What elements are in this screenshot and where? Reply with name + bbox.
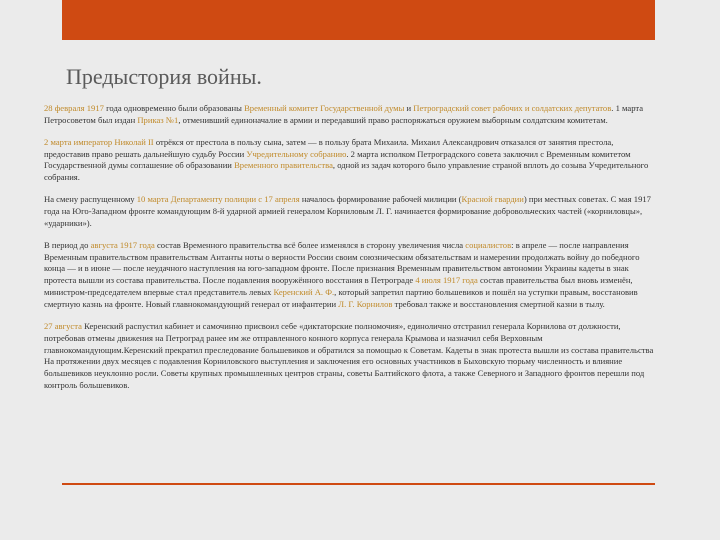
text-run: состав Временного правительства всё более изменялся в сторону увеличения числа: [154, 239, 466, 250]
top-accent-band: [62, 0, 655, 40]
text-link[interactable]: Керенский А. Ф.: [273, 287, 335, 298]
text-run: В период до: [44, 239, 91, 250]
text-link[interactable]: 4 июля 1917 года: [415, 275, 478, 286]
text-link[interactable]: 2 марта император Николай II: [44, 136, 154, 147]
text-link[interactable]: Временный комитет Государственной думы: [244, 103, 405, 113]
text-run: . 1 марта Петросоветом был издан: [44, 103, 644, 125]
text-run: Керенский распустил кабинет и самочинно присвоил себе «диктаторские полномочия», единолично отстранил генерала Корнилова от должности, потребовав отмены движения на Петроград ранее им же отправленного конного корпуса генерала Крымова и назначил себя Верховным главнокомандующим.Керенский прекратил преследование большевиков и обратился за помощью к Советам. Кадеты в знак протеста вышли из состава правительства: [44, 320, 654, 355]
paragraph: [44, 194, 656, 230]
text-run: , отменивший единоначалие в армии и передавший право распоряжаться оружием выборным солдатским комитетам.: [178, 114, 608, 125]
text-run: ) при местных советах. С мая 1917 года на Юго-Западном фронте командующим 8-й ударной армией генералом Корниловым Л. Г. начинается формирование добровольческих частей («корниловцы», «ударники»).: [44, 194, 651, 228]
text-run: началось формирование рабочей милиции (: [299, 194, 462, 205]
text-link[interactable]: 10 марта Департаменту полиции с 17 апреля: [136, 194, 300, 205]
paragraph: [44, 321, 656, 357]
text-link[interactable]: августа 1917 года: [90, 239, 155, 250]
text-run: , одной из задач которого было управление страной вплоть до созыва Учредительного собрания.: [44, 160, 649, 183]
text-run: и: [404, 103, 414, 113]
text-link[interactable]: социалистов: [465, 239, 512, 250]
text-link[interactable]: Приказ №1: [137, 114, 179, 125]
slide-title: Предыстория войны.: [66, 64, 262, 89]
text-run: отрёкся от престола в пользу сына, затем — в пользу брата Михаила. Михаил Александрович отказался от занятия престола, предоставив право решать дальнейшую судьбу России: [44, 136, 614, 159]
bottom-accent-rule: [62, 483, 655, 485]
text-link[interactable]: Красной гвардии: [461, 194, 524, 205]
text-link[interactable]: Петроградский совет рабочих и солдатских депутатов: [413, 103, 612, 113]
paragraph: [44, 103, 656, 127]
text-run: На протяжении двух месяцев с подавления Корниловского выступления и заключения его основных участников в Быховскую тюрьму численность и влияние большевиков неуклонно росли. Советы крупных промышленных центров страны, советы Балтийского флота, а также Северного и Западного фронтов перешли под контроль большевиков.: [44, 356, 645, 391]
slide-body: [44, 103, 656, 402]
text-run: , который запретил партию большевиков и пошёл на уступки правым, восстановив смертную казнь на фронте. Новый главнокомандующий генерал от инфантерии: [44, 287, 638, 310]
text-run: состав правительства был вновь изменён, министром-председателем впервые стал представитель левых: [44, 275, 633, 298]
paragraph: [44, 356, 656, 392]
text-run: На смену распущенному: [44, 194, 137, 205]
text-link[interactable]: 28 февраля 1917: [44, 103, 104, 113]
paragraph: [44, 240, 656, 311]
text-link[interactable]: Учредительному собранию: [246, 148, 347, 159]
text-link[interactable]: Л. Г. Корнилов: [338, 299, 393, 310]
text-run: . 2 марта исполком Петроградского совета заключил с Временным комитетом Государственной думы соглашение об образовании: [44, 148, 631, 171]
text-run: : в апреле — после направления Временным правительством правительствам Антанты ноты о верности России своим союзническим обязательствам и намерении продолжать войну до победного конца — и в июне — после неудачного наступления на юго-западном фронте. После признания Временным правительством автономии Украины кадеты в знак протеста вышли из состава правительства. После подавления вооружённого восстания в Петрограде: [44, 239, 640, 286]
text-link[interactable]: Временного правительства: [234, 160, 333, 171]
text-link[interactable]: 27 августа: [44, 320, 82, 331]
text-run: требовал также и восстановления смертной казни в тылу.: [392, 299, 605, 310]
text-run: года одновременно были образованы: [103, 103, 245, 113]
paragraph: [44, 137, 656, 184]
